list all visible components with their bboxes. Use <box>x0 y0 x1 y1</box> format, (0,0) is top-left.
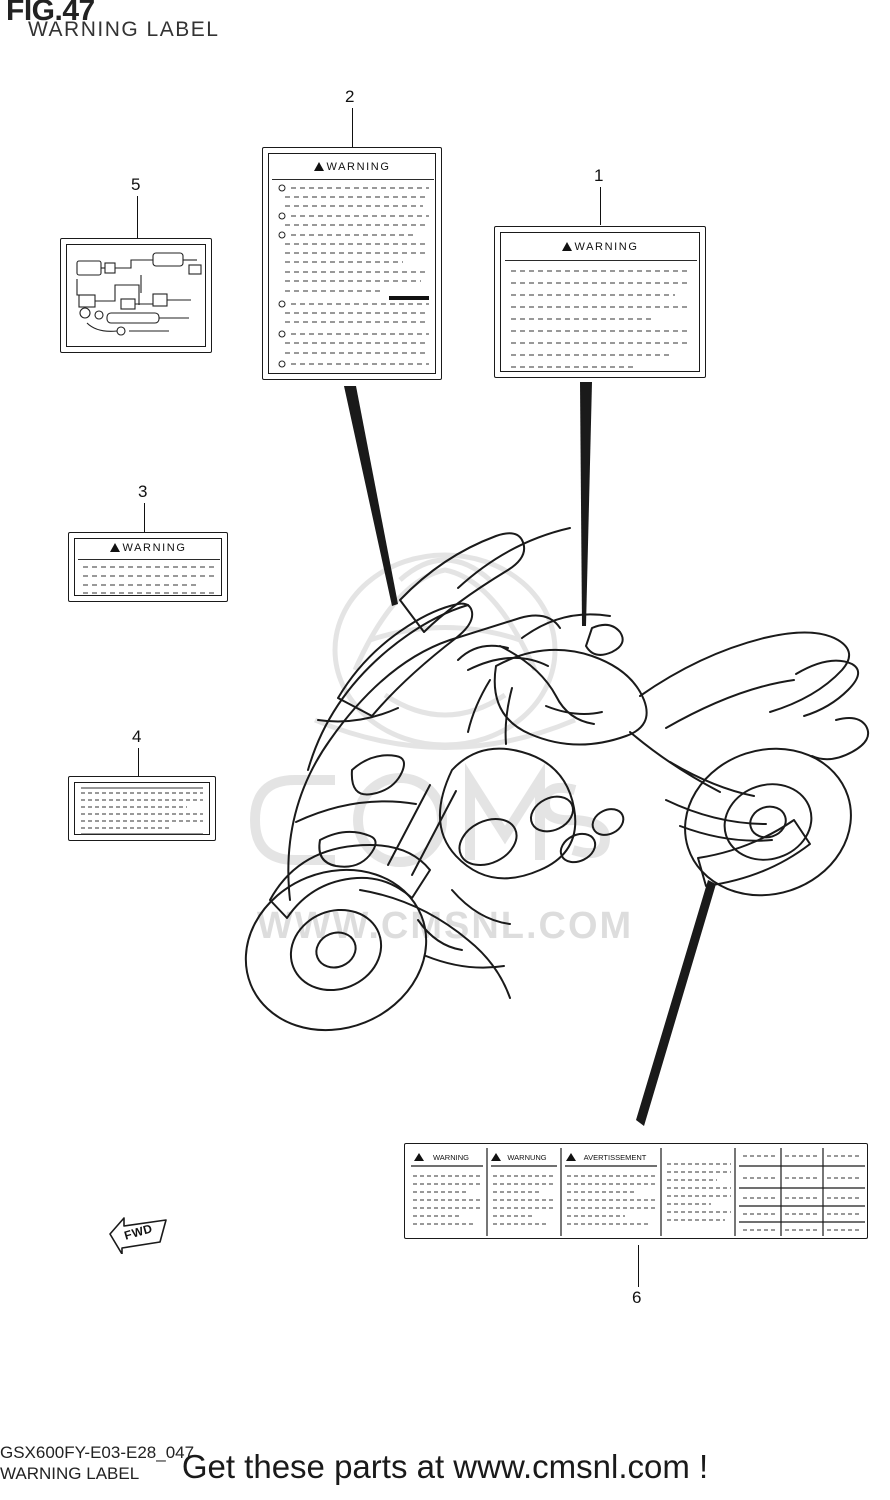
callout-number-4: 4 <box>132 727 142 746</box>
part-label-4[interactable] <box>68 776 216 841</box>
page-subtitle: WARNING LABEL <box>28 18 220 41</box>
callout-number-3: 3 <box>138 482 148 501</box>
callout-number-2: 2 <box>345 87 355 106</box>
callout-leader-1 <box>600 187 601 225</box>
part-label-2-textlines <box>263 148 443 381</box>
callout-leader-3 <box>144 503 145 532</box>
part-label-5[interactable] <box>60 238 212 353</box>
callout-leader-6 <box>638 1245 639 1287</box>
fwd-label: FWD <box>122 1221 155 1243</box>
pointer-wedge-6 <box>636 880 716 1128</box>
watermark-text: WWW.CMSNL.COM <box>256 905 634 947</box>
svg-text:WARNUNG: WARNUNG <box>507 1153 547 1162</box>
part-label-2-title: WARNING <box>263 161 441 173</box>
part-label-3-title: WARNING <box>69 542 227 554</box>
callout-number-1: 1 <box>594 166 604 185</box>
part-label-5-artwork <box>61 239 213 354</box>
callout-leader-4 <box>138 748 139 776</box>
diagram-name: WARNING LABEL <box>0 1464 140 1483</box>
part-label-1-textlines <box>495 227 707 379</box>
part-label-1[interactable] <box>494 226 706 378</box>
svg-text:WARNING: WARNING <box>433 1153 469 1162</box>
promo-text[interactable]: Get these parts at www.cmsnl.com ! <box>181 1448 709 1485</box>
part-label-6[interactable] <box>404 1143 868 1239</box>
part-label-1-title: WARNING <box>495 241 705 253</box>
callout-leader-2 <box>352 108 353 147</box>
callout-leader-5 <box>137 196 138 238</box>
pointer-wedge-1 <box>570 382 608 628</box>
part-label-3-textlines <box>69 533 229 603</box>
page-title: FIG.47 <box>6 0 95 27</box>
part-label-3[interactable] <box>68 532 228 602</box>
callout-number-5: 5 <box>131 175 141 194</box>
callout-number-6: 6 <box>632 1288 642 1307</box>
part-label-2[interactable] <box>262 147 442 380</box>
part-label-4-textlines <box>69 777 217 842</box>
diagram-code: GSX600FY-E03-E28_047 <box>0 1443 195 1462</box>
fwd-direction-arrow <box>108 1212 170 1254</box>
part-label-6-content <box>405 1144 869 1240</box>
pointer-wedge-2 <box>336 386 406 608</box>
svg-text:AVERTISSEMENT: AVERTISSEMENT <box>583 1153 647 1162</box>
motorcycle-illustration <box>200 470 890 1090</box>
